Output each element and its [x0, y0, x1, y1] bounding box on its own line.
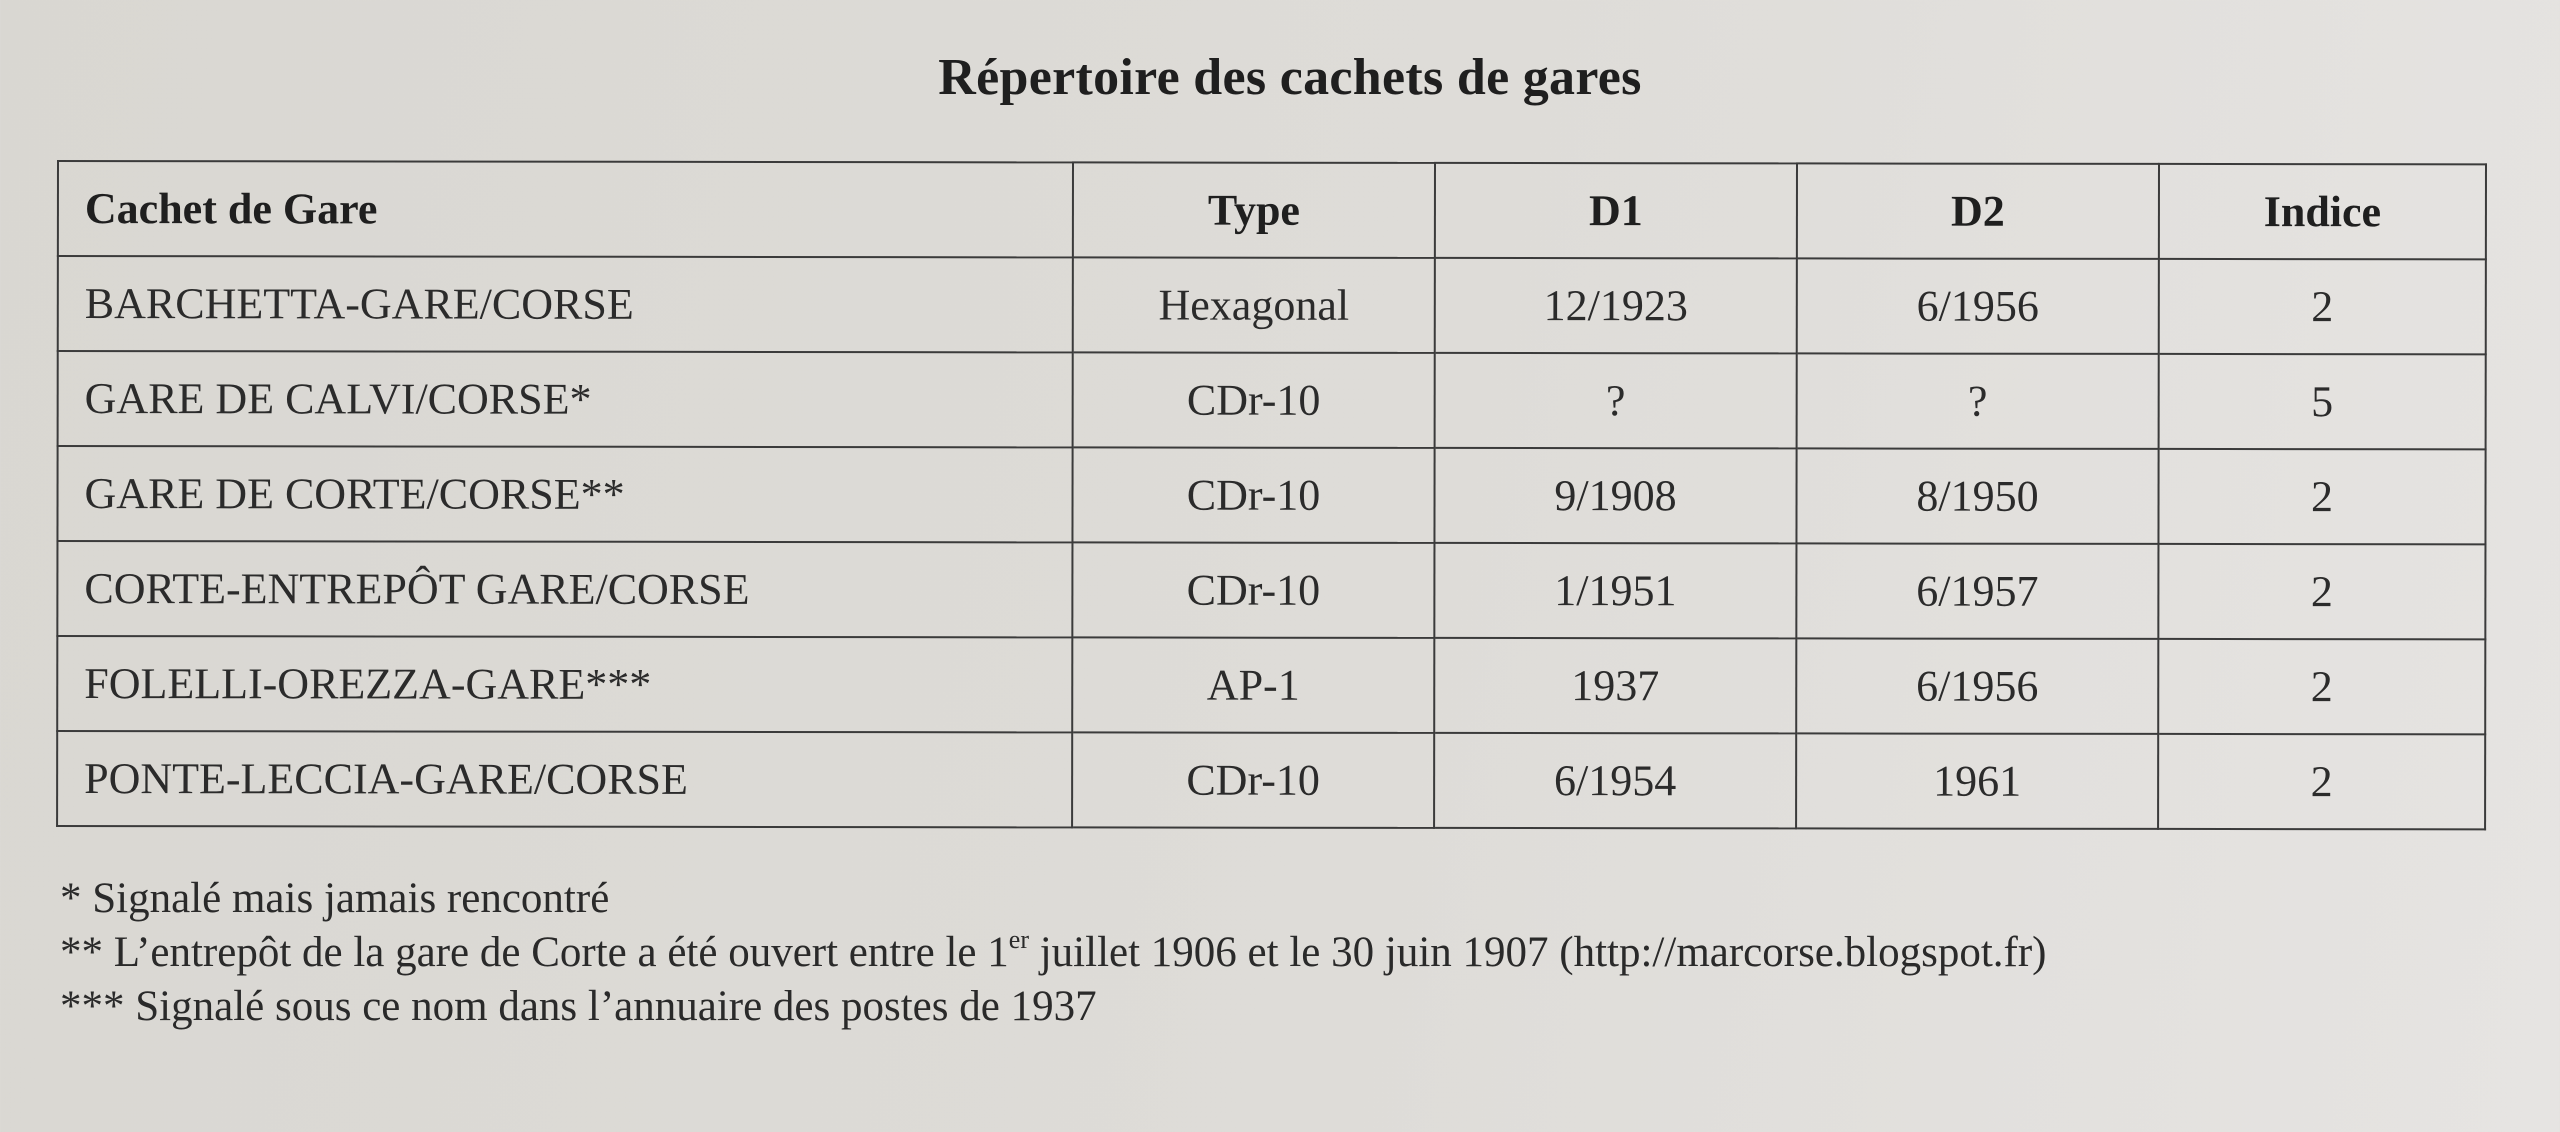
cell-type: Hexagonal: [1073, 257, 1435, 353]
cell-cachet: CORTE-ENTREPÔT GARE/CORSE: [57, 541, 1072, 637]
cell-type: CDr-10: [1073, 352, 1435, 448]
header-indice: Indice: [2159, 164, 2486, 259]
cell-d1: 12/1923: [1435, 258, 1797, 354]
page-title: Répertoire des cachets de gares: [938, 49, 1642, 106]
cell-type: CDr-10: [1072, 732, 1434, 828]
footnote-2-text-end: juillet 1906 et le 30 juin 1907 (http://marcorse.blogspot.fr): [1028, 929, 2047, 976]
cell-d2: 8/1950: [1796, 448, 2158, 544]
table-row: [57, 636, 2485, 734]
cell-cachet: GARE DE CORTE/CORSE**: [57, 446, 1072, 542]
header-d2: D2: [1797, 163, 2159, 259]
table-row: [58, 351, 2486, 449]
header-type: Type: [1073, 162, 1435, 258]
cell-d1: 1/1951: [1434, 543, 1796, 639]
footnote-3: *** Signalé sous ce nom dans l’annuaire des postes de 1937: [60, 983, 1097, 1030]
table-row: [57, 731, 2485, 829]
cell-d2: 6/1956: [1797, 258, 2159, 354]
cell-d2: 6/1956: [1796, 638, 2158, 734]
cell-indice: 2: [2158, 449, 2485, 544]
header-d1: D1: [1435, 163, 1797, 259]
cell-d2: ?: [1797, 353, 2159, 449]
cell-d1: ?: [1435, 353, 1797, 449]
header-cachet-de-gare: Cachet de Gare: [58, 161, 1073, 257]
stations-stamp-table: [56, 160, 2487, 830]
cell-indice: 2: [2158, 639, 2485, 734]
cell-d1: 9/1908: [1434, 448, 1796, 544]
footnote-2-superscript: er: [1008, 925, 1029, 954]
footnotes: [60, 872, 2046, 1034]
footnote-1: * Signalé mais jamais rencontré: [60, 875, 610, 922]
cell-cachet: FOLELLI-OREZZA-GARE***: [57, 636, 1072, 732]
cell-d1: 1937: [1434, 638, 1796, 734]
cell-cachet: PONTE-LECCIA-GARE/CORSE: [57, 731, 1072, 827]
table-row: [57, 446, 2485, 544]
cell-d2: 1961: [1796, 733, 2158, 829]
cell-cachet: GARE DE CALVI/CORSE*: [58, 351, 1073, 447]
table-header-row: [58, 161, 2486, 259]
cell-d1: 6/1954: [1434, 733, 1796, 829]
footnote-2: [60, 926, 2046, 980]
cell-indice: 2: [2158, 734, 2485, 829]
cell-type: AP-1: [1072, 637, 1434, 733]
cell-type: CDr-10: [1072, 542, 1434, 638]
cell-type: CDr-10: [1072, 447, 1434, 543]
cell-indice: 5: [2159, 354, 2486, 449]
footnote-2-text: ** L’entrepôt de la gare de Corte a été ouvert entre le 1: [60, 929, 1009, 976]
table-row: [57, 541, 2485, 639]
table-row: [58, 256, 2486, 354]
cell-indice: 2: [2159, 259, 2486, 354]
cell-d2: 6/1957: [1796, 543, 2158, 639]
cell-cachet: BARCHETTA-GARE/CORSE: [58, 256, 1073, 352]
cell-indice: 2: [2158, 544, 2485, 639]
